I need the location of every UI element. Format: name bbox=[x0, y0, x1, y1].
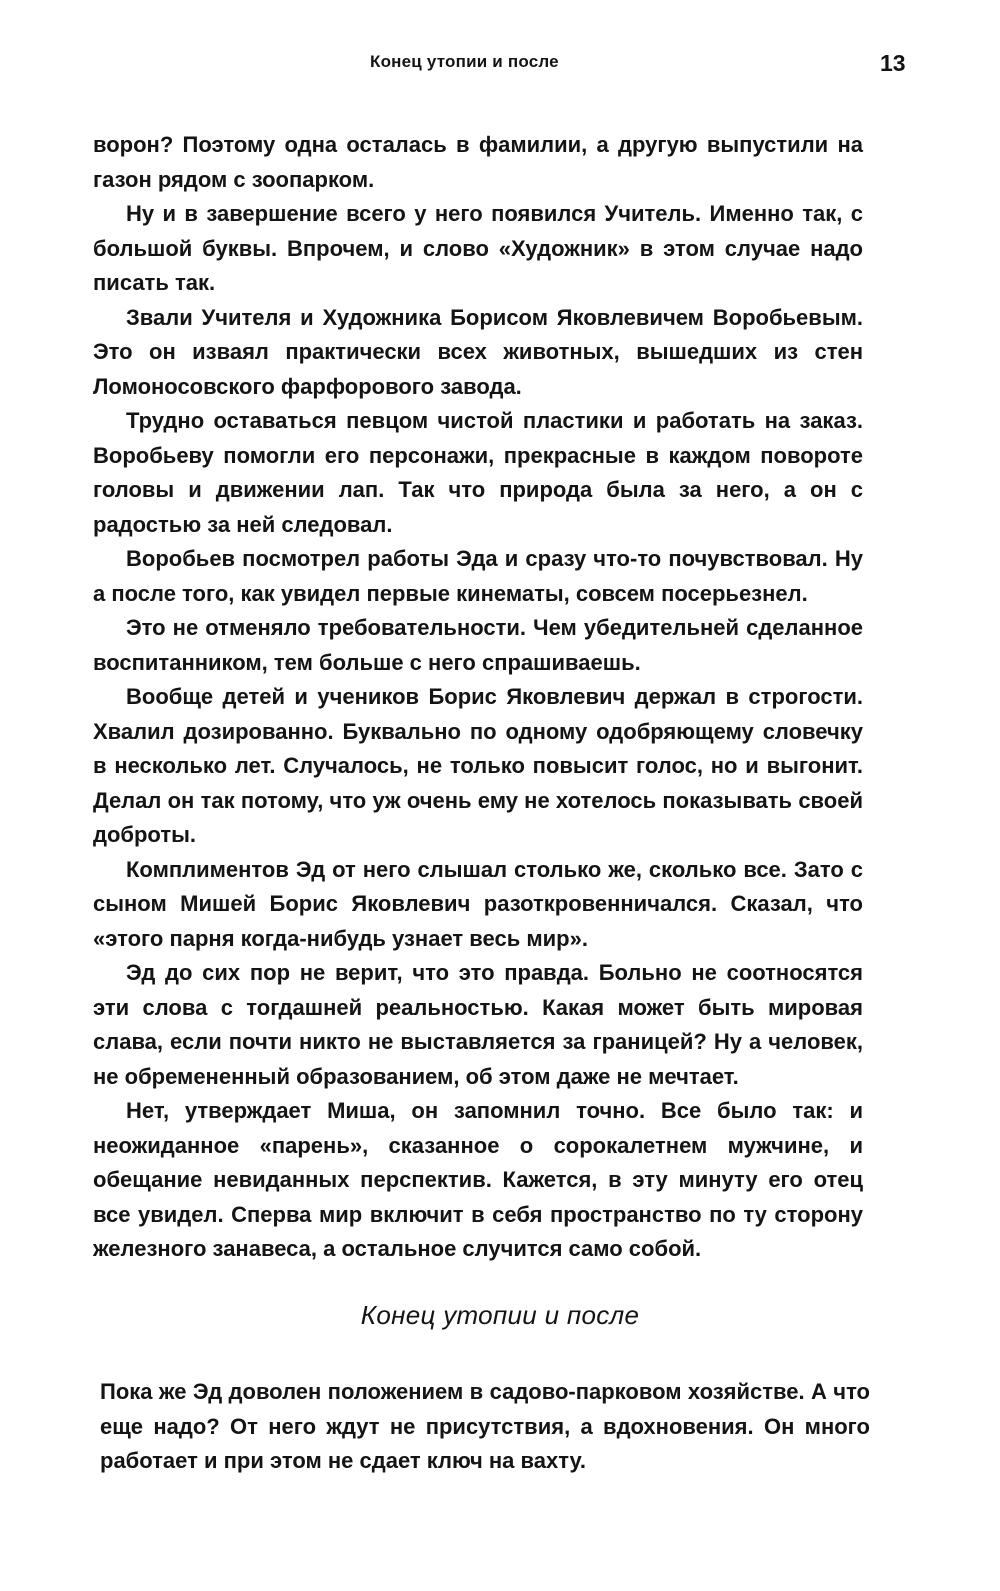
running-head bbox=[0, 50, 1000, 76]
paragraph: Это не отменяло требовательности. Чем убедительней сделанное воспитанником, тем больше с него спрашиваешь. bbox=[93, 615, 863, 675]
page-number: 13 bbox=[880, 50, 906, 76]
paragraph: Вообще детей и учеников Борис Яковлевич держал в строгости. Хвалил дозированно. Буквально по одному одобряющему словечку в несколько лет. Случалось, не только повысит голос, но и выгонит. Делал он так потому, что уж очень ему не хотелось показывать своей доброты. bbox=[93, 684, 863, 847]
section-heading: Конец утопии и после bbox=[360, 1300, 640, 1330]
paragraph: Ну и в завершение всего у него появился Учитель. Именно так, с большой буквы. Впрочем, и слово «Художник» в этом случае надо писать так. bbox=[93, 201, 863, 295]
paragraph: Воробьев посмотрел работы Эда и сразу что-то почувствовал. Ну а после того, как увидел первые кинематы, совсем посерьезнел. bbox=[93, 546, 863, 606]
body-text bbox=[93, 128, 863, 1267]
running-title: Конец утопии и после bbox=[370, 52, 559, 71]
paragraph: Трудно оставаться певцом чистой пластики и работать на заказ. Воробьеву помогли его персонажи, прекрасные в каждом повороте головы и движении лап. Так что природа была за него, а он с радостью за ней следовал. bbox=[93, 408, 863, 537]
paragraph: Нет, утверждает Миша, он запомнил точно. Все было так: и неожиданное «парень», сказанное о сорокалетнем мужчине, и обещание невиданных перспектив. Кажется, в эту минуту его отец все увидел. Сперва мир включит в себя пространство по ту сторону железного занавеса, а остальное случится само собой. bbox=[93, 1098, 863, 1261]
paragraph: Пока же Эд доволен положением в садово-парковом хозяйстве. А что еще надо? От него ждут не присутствия, а вдохновения. Он много работает и при этом не сдает ключ на вахту. bbox=[100, 1379, 870, 1473]
paragraph: Эд до сих пор не верит, что это правда. Больно не соотносятся эти слова с тогдашней реальностью. Какая может быть мировая слава, если почти никто не выставляется за границей? Ну а человек, не обремененный образованием, об этом даже не мечтает. bbox=[93, 960, 863, 1089]
paragraph: Звали Учителя и Художника Борисом Яковлевичем Воробьевым. Это он изваял практически всех животных, вышедших из стен Ломоносовского фарфорового завода. bbox=[93, 304, 863, 399]
paragraph: Комплиментов Эд от него слышал столько же, сколько все. Зато с сыном Мишей Борис Яковлевич разоткровенничался. Сказал, что «этого парня когда-нибудь узнает весь мир». bbox=[93, 856, 863, 951]
section-text bbox=[100, 1375, 870, 1479]
paragraph: ворон? Поэтому одна осталась в фамилии, а другую выпустили на газон рядом с зоопарком. bbox=[93, 132, 863, 192]
